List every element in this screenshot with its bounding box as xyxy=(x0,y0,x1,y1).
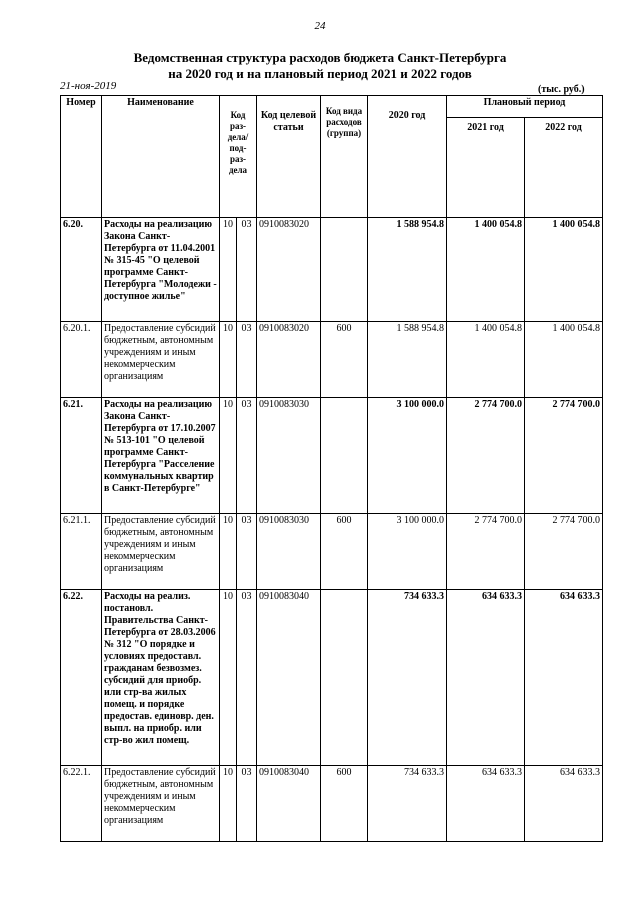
row-target-code: 0910083020 xyxy=(257,218,321,322)
table-row xyxy=(61,590,603,766)
header-2021: 2021 год xyxy=(447,118,525,218)
row-2021: 1 400 054.8 xyxy=(447,218,525,322)
row-2021: 634 633.3 xyxy=(447,766,525,842)
row-expense-type xyxy=(321,218,368,322)
document-title xyxy=(0,50,640,82)
row-2020: 1 588 954.8 xyxy=(368,218,447,322)
row-number: 6.22. xyxy=(61,590,102,766)
row-section: 10 xyxy=(220,514,237,590)
table-row xyxy=(61,766,603,842)
row-2022: 1 400 054.8 xyxy=(525,218,603,322)
header-2020: 2020 год xyxy=(368,96,447,218)
table-row xyxy=(61,514,603,590)
row-section: 10 xyxy=(220,590,237,766)
row-subsection: 03 xyxy=(237,514,257,590)
row-expense-type: 600 xyxy=(321,766,368,842)
title-line-1: Ведомственная структура расходов бюджета Санкт-Петербурга xyxy=(133,50,507,65)
row-name: Предоставление субсидий бюджетным, автономным учреждениям и иным некоммерческим организациям xyxy=(102,766,220,842)
row-2021: 2 774 700.0 xyxy=(447,398,525,514)
row-expense-type: 600 xyxy=(321,514,368,590)
row-2022: 1 400 054.8 xyxy=(525,322,603,398)
header-target: Код целевой статьи xyxy=(257,96,321,218)
row-name: Расходы на реализ. постановл. Правительства Санкт-Петербурга от 28.03.2006 № 312 "О порядке и условиях предоставл. гражданам безвозмез. субсидий для приобр. или стр-ва жилых помещ. и порядке предостав. единовр. ден. выпл. на приобр. или стр-во жил помещ. xyxy=(102,590,220,766)
row-2021: 2 774 700.0 xyxy=(447,514,525,590)
row-name: Предоставление субсидий бюджетным, автономным учреждениям и иным некоммерческим организациям xyxy=(102,514,220,590)
row-subsection: 03 xyxy=(237,766,257,842)
row-target-code: 0910083020 xyxy=(257,322,321,398)
row-2021: 1 400 054.8 xyxy=(447,322,525,398)
row-2020: 3 100 000.0 xyxy=(368,514,447,590)
row-2020: 3 100 000.0 xyxy=(368,398,447,514)
row-2020: 1 588 954.8 xyxy=(368,322,447,398)
table-row xyxy=(61,218,603,322)
row-section: 10 xyxy=(220,218,237,322)
row-subsection: 03 xyxy=(237,218,257,322)
row-2022: 2 774 700.0 xyxy=(525,514,603,590)
row-2020: 734 633.3 xyxy=(368,766,447,842)
row-expense-type: 600 xyxy=(321,322,368,398)
row-number: 6.21.1. xyxy=(61,514,102,590)
header-number: Номер xyxy=(61,96,102,218)
row-subsection: 03 xyxy=(237,322,257,398)
table-row xyxy=(61,398,603,514)
row-subsection: 03 xyxy=(237,398,257,514)
document-date: 21-ноя-2019 xyxy=(60,80,117,92)
row-expense-type xyxy=(321,398,368,514)
budget-table xyxy=(60,95,603,842)
row-name: Расходы на реализацию Закона Санкт-Петербурга от 11.04.2001 № 315-45 "О целевой программе Санкт-Петербурга "Молодежи - доступное жилье" xyxy=(102,218,220,322)
table-row xyxy=(61,322,603,398)
row-section: 10 xyxy=(220,766,237,842)
row-2022: 634 633.3 xyxy=(525,590,603,766)
row-expense-type xyxy=(321,590,368,766)
units-label: (тыс. руб.) xyxy=(538,84,585,95)
header-planned-period: Плановый период xyxy=(447,96,603,118)
row-section: 10 xyxy=(220,322,237,398)
row-section: 10 xyxy=(220,398,237,514)
row-number: 6.22.1. xyxy=(61,766,102,842)
header-expense-type: Код вида расходов (группа) xyxy=(321,96,368,218)
row-target-code: 0910083030 xyxy=(257,398,321,514)
row-target-code: 0910083040 xyxy=(257,766,321,842)
row-2022: 634 633.3 xyxy=(525,766,603,842)
row-number: 6.21. xyxy=(61,398,102,514)
row-name: Предоставление субсидий бюджетным, автономным учреждениям и иным некоммерческим организациям xyxy=(102,322,220,398)
row-2020: 734 633.3 xyxy=(368,590,447,766)
row-name: Расходы на реализацию Закона Санкт-Петербурга от 17.10.2007 № 513-101 "О целевой программе Санкт-Петербурга "Расселение коммунальных квартир в Санкт-Петербурге" xyxy=(102,398,220,514)
header-name: Наименование xyxy=(102,96,220,218)
page-number: 24 xyxy=(314,20,326,32)
row-number: 6.20.1. xyxy=(61,322,102,398)
row-number: 6.20. xyxy=(61,218,102,322)
row-target-code: 0910083030 xyxy=(257,514,321,590)
header-2022: 2022 год xyxy=(525,118,603,218)
title-line-2: на 2020 год и на плановый период 2021 и 2022 годов xyxy=(168,66,472,81)
row-subsection: 03 xyxy=(237,590,257,766)
row-target-code: 0910083040 xyxy=(257,590,321,766)
row-2022: 2 774 700.0 xyxy=(525,398,603,514)
row-2021: 634 633.3 xyxy=(447,590,525,766)
header-section: Код раз-дела/ под-раз-дела xyxy=(220,96,257,218)
